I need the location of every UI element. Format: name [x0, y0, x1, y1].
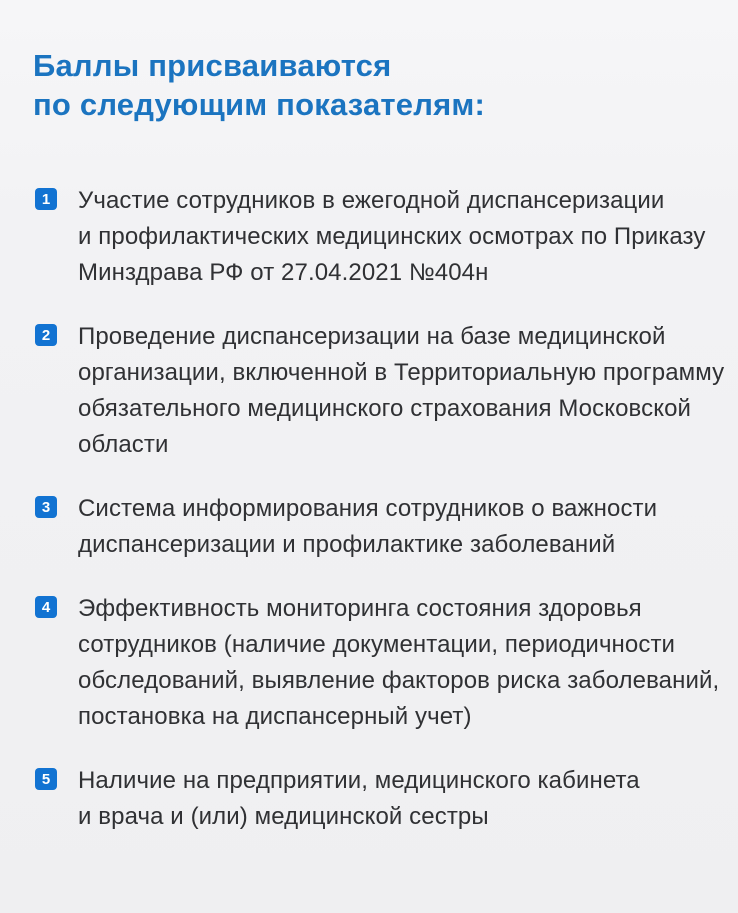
item-text-line: Проведение диспансеризации на базе медицинской: [78, 323, 666, 350]
item-text-line: Участие сотрудников в ежегодной диспансеризации: [78, 187, 665, 214]
item-text: [78, 319, 724, 463]
page-title: [33, 46, 710, 124]
item-text-line: и врача и (или) медицинской сестры: [78, 803, 489, 830]
item-text-line: сотрудников (наличие документации, периодичности: [78, 631, 676, 658]
item-text: [78, 763, 640, 835]
item-text: [78, 183, 705, 291]
item-number-badge: 3: [35, 496, 57, 518]
list-item-1: [35, 183, 710, 291]
list-item-3: [35, 491, 710, 563]
item-number-badge: 4: [35, 596, 57, 618]
item-number-badge: 1: [35, 188, 57, 210]
list-item-2: [35, 319, 725, 463]
item-text-line: Наличие на предприятии, медицинского кабинета: [78, 767, 640, 794]
item-text-line: постановка на диспансерный учет): [78, 703, 472, 730]
item-text-line: диспансеризации и профилактике заболеваний: [78, 531, 616, 558]
page-title-line-1: Баллы присваиваются: [33, 48, 392, 83]
item-number-badge: 2: [35, 324, 57, 346]
item-text: [78, 491, 657, 563]
item-text-line: Эффективность мониторинга состояния здоровья: [78, 595, 642, 622]
item-text-line: обследований, выявление факторов риска заболеваний,: [78, 667, 720, 694]
page-title-line-2: по следующим показателям:: [33, 87, 486, 122]
item-text-line: области: [78, 431, 169, 458]
item-number-badge: 5: [35, 768, 57, 790]
item-text-line: обязательного медицинского страхования Московской: [78, 395, 692, 422]
score-criteria-list: [35, 183, 725, 835]
item-text-line: Минздрава РФ от 27.04.2021 №404н: [78, 259, 489, 286]
item-text-line: и профилактических медицинских осмотрах по Приказу: [78, 223, 706, 250]
item-text-line: Система информирования сотрудников о важности: [78, 495, 658, 522]
list-item-4: [35, 591, 720, 735]
item-text: [78, 591, 719, 735]
item-text-line: организации, включенной в Территориальную программу: [78, 359, 725, 386]
list-item-5: [35, 763, 710, 835]
